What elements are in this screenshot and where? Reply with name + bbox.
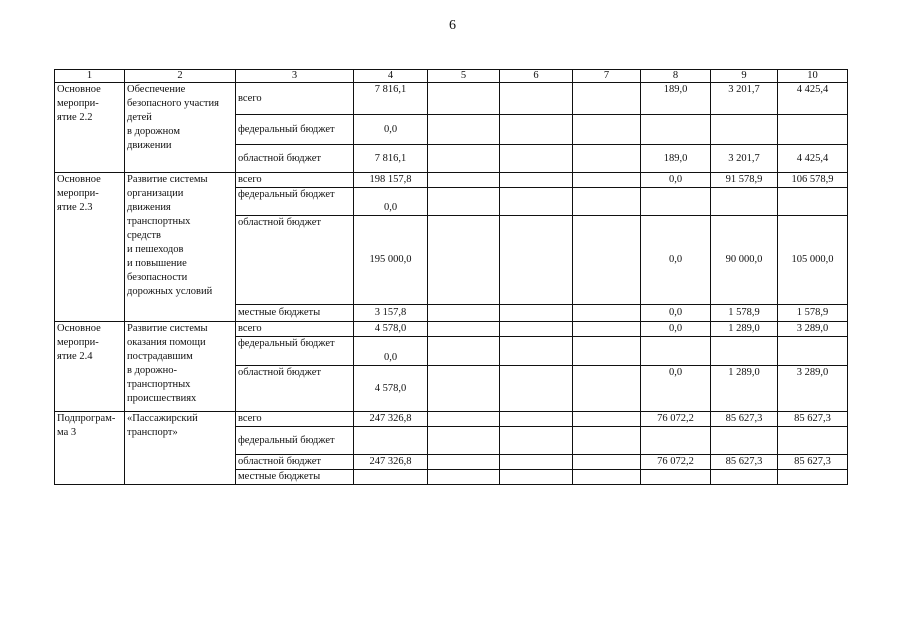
cell-c9: 85 627,3	[711, 455, 778, 470]
cell-c6	[500, 305, 573, 322]
cell-c5	[428, 427, 500, 455]
cell-c7	[573, 337, 641, 366]
description-line: пострадавшим	[127, 351, 193, 362]
cell-c6	[500, 412, 573, 427]
cell-c4: 0,0	[354, 188, 428, 216]
table-row	[55, 173, 848, 188]
cell-c9: 3 201,7	[711, 83, 778, 115]
measure-name-line: Основное	[57, 84, 101, 95]
funding-source: федеральный бюджет	[236, 427, 354, 455]
measure-name-cell	[55, 83, 125, 173]
measure-name-cell	[55, 322, 125, 412]
cell-c5	[428, 188, 500, 216]
cell-c7	[573, 470, 641, 485]
cell-c7	[573, 188, 641, 216]
description-line: организации	[127, 188, 184, 199]
cell-c5	[428, 412, 500, 427]
cell-c5	[428, 216, 500, 305]
cell-c4: 0,0	[354, 337, 428, 366]
column-header: 10	[778, 70, 848, 83]
cell-c9: 1 578,9	[711, 305, 778, 322]
cell-c5	[428, 322, 500, 337]
funding-source: местные бюджеты	[236, 305, 354, 322]
description-line: происшествиях	[127, 393, 197, 404]
cell-c7	[573, 455, 641, 470]
cell-c10	[778, 470, 848, 485]
description-line: детей	[127, 112, 152, 123]
cell-c4: 0,0	[354, 115, 428, 145]
description-line: и повышение	[127, 258, 187, 269]
cell-c7	[573, 305, 641, 322]
measure-description-cell	[125, 412, 236, 485]
column-header: 4	[354, 70, 428, 83]
cell-c10: 106 578,9	[778, 173, 848, 188]
cell-c10	[778, 188, 848, 216]
cell-c9	[711, 470, 778, 485]
cell-c4: 7 816,1	[354, 83, 428, 115]
cell-c10: 3 289,0	[778, 366, 848, 412]
cell-c5	[428, 145, 500, 173]
cell-c7	[573, 216, 641, 305]
column-header: 2	[125, 70, 236, 83]
description-line: безопасности	[127, 272, 188, 283]
cell-c5	[428, 83, 500, 115]
measure-name-line: ятие 2.2	[57, 112, 93, 123]
column-header: 9	[711, 70, 778, 83]
column-header: 7	[573, 70, 641, 83]
cell-c7	[573, 412, 641, 427]
cell-c6	[500, 216, 573, 305]
cell-c8	[641, 427, 711, 455]
description-line: в дорожном	[127, 126, 180, 137]
cell-c9	[711, 188, 778, 216]
funding-source: областной бюджет	[236, 366, 354, 412]
measure-name-cell	[55, 173, 125, 322]
cell-c4: 4 578,0	[354, 366, 428, 412]
description-line: движения	[127, 202, 171, 213]
cell-c6	[500, 337, 573, 366]
cell-c4: 198 157,8	[354, 173, 428, 188]
measure-description-cell	[125, 322, 236, 412]
column-header: 1	[55, 70, 125, 83]
cell-c8: 76 072,2	[641, 412, 711, 427]
table-row	[55, 322, 848, 337]
cell-c5	[428, 173, 500, 188]
measure-description-cell	[125, 173, 236, 322]
cell-c9: 85 627,3	[711, 412, 778, 427]
measure-name-line: меропри-	[57, 98, 99, 109]
cell-c7	[573, 322, 641, 337]
measure-name-line: Подпрограм-	[57, 413, 116, 424]
description-line: в дорожно-	[127, 365, 178, 376]
cell-c6	[500, 173, 573, 188]
cell-c5	[428, 115, 500, 145]
measure-name-line: ма 3	[57, 427, 77, 438]
description-line: дорожных условий	[127, 286, 213, 297]
cell-c5	[428, 366, 500, 412]
cell-c6	[500, 455, 573, 470]
measure-description-cell	[125, 83, 236, 173]
cell-c8	[641, 115, 711, 145]
cell-c4: 3 157,8	[354, 305, 428, 322]
cell-c9: 1 289,0	[711, 366, 778, 412]
funding-source: областной бюджет	[236, 145, 354, 173]
cell-c6	[500, 322, 573, 337]
cell-c9: 3 201,7	[711, 145, 778, 173]
cell-c10: 85 627,3	[778, 455, 848, 470]
measure-name-cell	[55, 412, 125, 485]
cell-c8: 189,0	[641, 83, 711, 115]
description-line: транспортных	[127, 216, 191, 227]
funding-source: всего	[236, 322, 354, 337]
cell-c7	[573, 366, 641, 412]
measure-name-line: меропри-	[57, 188, 99, 199]
funding-source: всего	[236, 83, 354, 115]
cell-c10	[778, 115, 848, 145]
cell-c8: 0,0	[641, 173, 711, 188]
cell-c8: 0,0	[641, 305, 711, 322]
cell-c8: 76 072,2	[641, 455, 711, 470]
cell-c9: 91 578,9	[711, 173, 778, 188]
cell-c8: 0,0	[641, 322, 711, 337]
description-line: Обеспечение	[127, 84, 186, 95]
cell-c6	[500, 427, 573, 455]
column-header: 5	[428, 70, 500, 83]
cell-c10	[778, 337, 848, 366]
description-line: транспорт»	[127, 427, 178, 438]
cell-c10: 3 289,0	[778, 322, 848, 337]
cell-c9: 90 000,0	[711, 216, 778, 305]
cell-c9	[711, 337, 778, 366]
description-line: «Пассажирский	[127, 413, 198, 424]
cell-c6	[500, 115, 573, 145]
cell-c5	[428, 305, 500, 322]
cell-c8: 0,0	[641, 366, 711, 412]
funding-source: федеральный бюджет	[236, 115, 354, 145]
measure-name-line: ятие 2.3	[57, 202, 93, 213]
description-line: транспортных	[127, 379, 191, 390]
cell-c8	[641, 470, 711, 485]
cell-c7	[573, 83, 641, 115]
cell-c9	[711, 115, 778, 145]
cell-c5	[428, 337, 500, 366]
funding-source: всего	[236, 173, 354, 188]
cell-c7	[573, 145, 641, 173]
cell-c9: 1 289,0	[711, 322, 778, 337]
cell-c10: 4 425,4	[778, 83, 848, 115]
measure-name-line: ятие 2.4	[57, 351, 93, 362]
cell-c4	[354, 470, 428, 485]
cell-c4: 247 326,8	[354, 412, 428, 427]
measure-name-line: меропри-	[57, 337, 99, 348]
column-header: 6	[500, 70, 573, 83]
cell-c10: 4 425,4	[778, 145, 848, 173]
cell-c4: 4 578,0	[354, 322, 428, 337]
description-line: средств	[127, 230, 161, 241]
funding-source: областной бюджет	[236, 216, 354, 305]
cell-c4: 195 000,0	[354, 216, 428, 305]
description-line: безопасного участия	[127, 98, 219, 109]
description-line: Развитие системы	[127, 174, 208, 185]
description-line: Развитие системы	[127, 323, 208, 334]
measure-name-line: Основное	[57, 323, 101, 334]
cell-c7	[573, 173, 641, 188]
cell-c4	[354, 427, 428, 455]
cell-c6	[500, 188, 573, 216]
funding-source: всего	[236, 412, 354, 427]
funding-source: федеральный бюджет	[236, 188, 354, 216]
cell-c8: 0,0	[641, 216, 711, 305]
cell-c8: 189,0	[641, 145, 711, 173]
cell-c7	[573, 427, 641, 455]
table-row	[55, 83, 848, 115]
column-header: 8	[641, 70, 711, 83]
cell-c7	[573, 115, 641, 145]
cell-c8	[641, 188, 711, 216]
funding-source: местные бюджеты	[236, 470, 354, 485]
cell-c10: 1 578,9	[778, 305, 848, 322]
cell-c4: 7 816,1	[354, 145, 428, 173]
description-line: оказания помощи	[127, 337, 206, 348]
cell-c9	[711, 427, 778, 455]
cell-c6	[500, 366, 573, 412]
funding-source: федеральный бюджет	[236, 337, 354, 366]
cell-c6	[500, 470, 573, 485]
cell-c10: 105 000,0	[778, 216, 848, 305]
cell-c4: 247 326,8	[354, 455, 428, 470]
cell-c6	[500, 145, 573, 173]
page-number: 6	[449, 18, 456, 33]
cell-c5	[428, 470, 500, 485]
cell-c6	[500, 83, 573, 115]
cell-c5	[428, 455, 500, 470]
measure-name-line: Основное	[57, 174, 101, 185]
description-line: и пешеходов	[127, 244, 184, 255]
funding-source: областной бюджет	[236, 455, 354, 470]
cell-c10: 85 627,3	[778, 412, 848, 427]
description-line: движении	[127, 140, 172, 151]
cell-c10	[778, 427, 848, 455]
cell-c8	[641, 337, 711, 366]
budget-table	[54, 69, 848, 485]
header-row	[55, 70, 848, 83]
column-header: 3	[236, 70, 354, 83]
table-row	[55, 412, 848, 427]
